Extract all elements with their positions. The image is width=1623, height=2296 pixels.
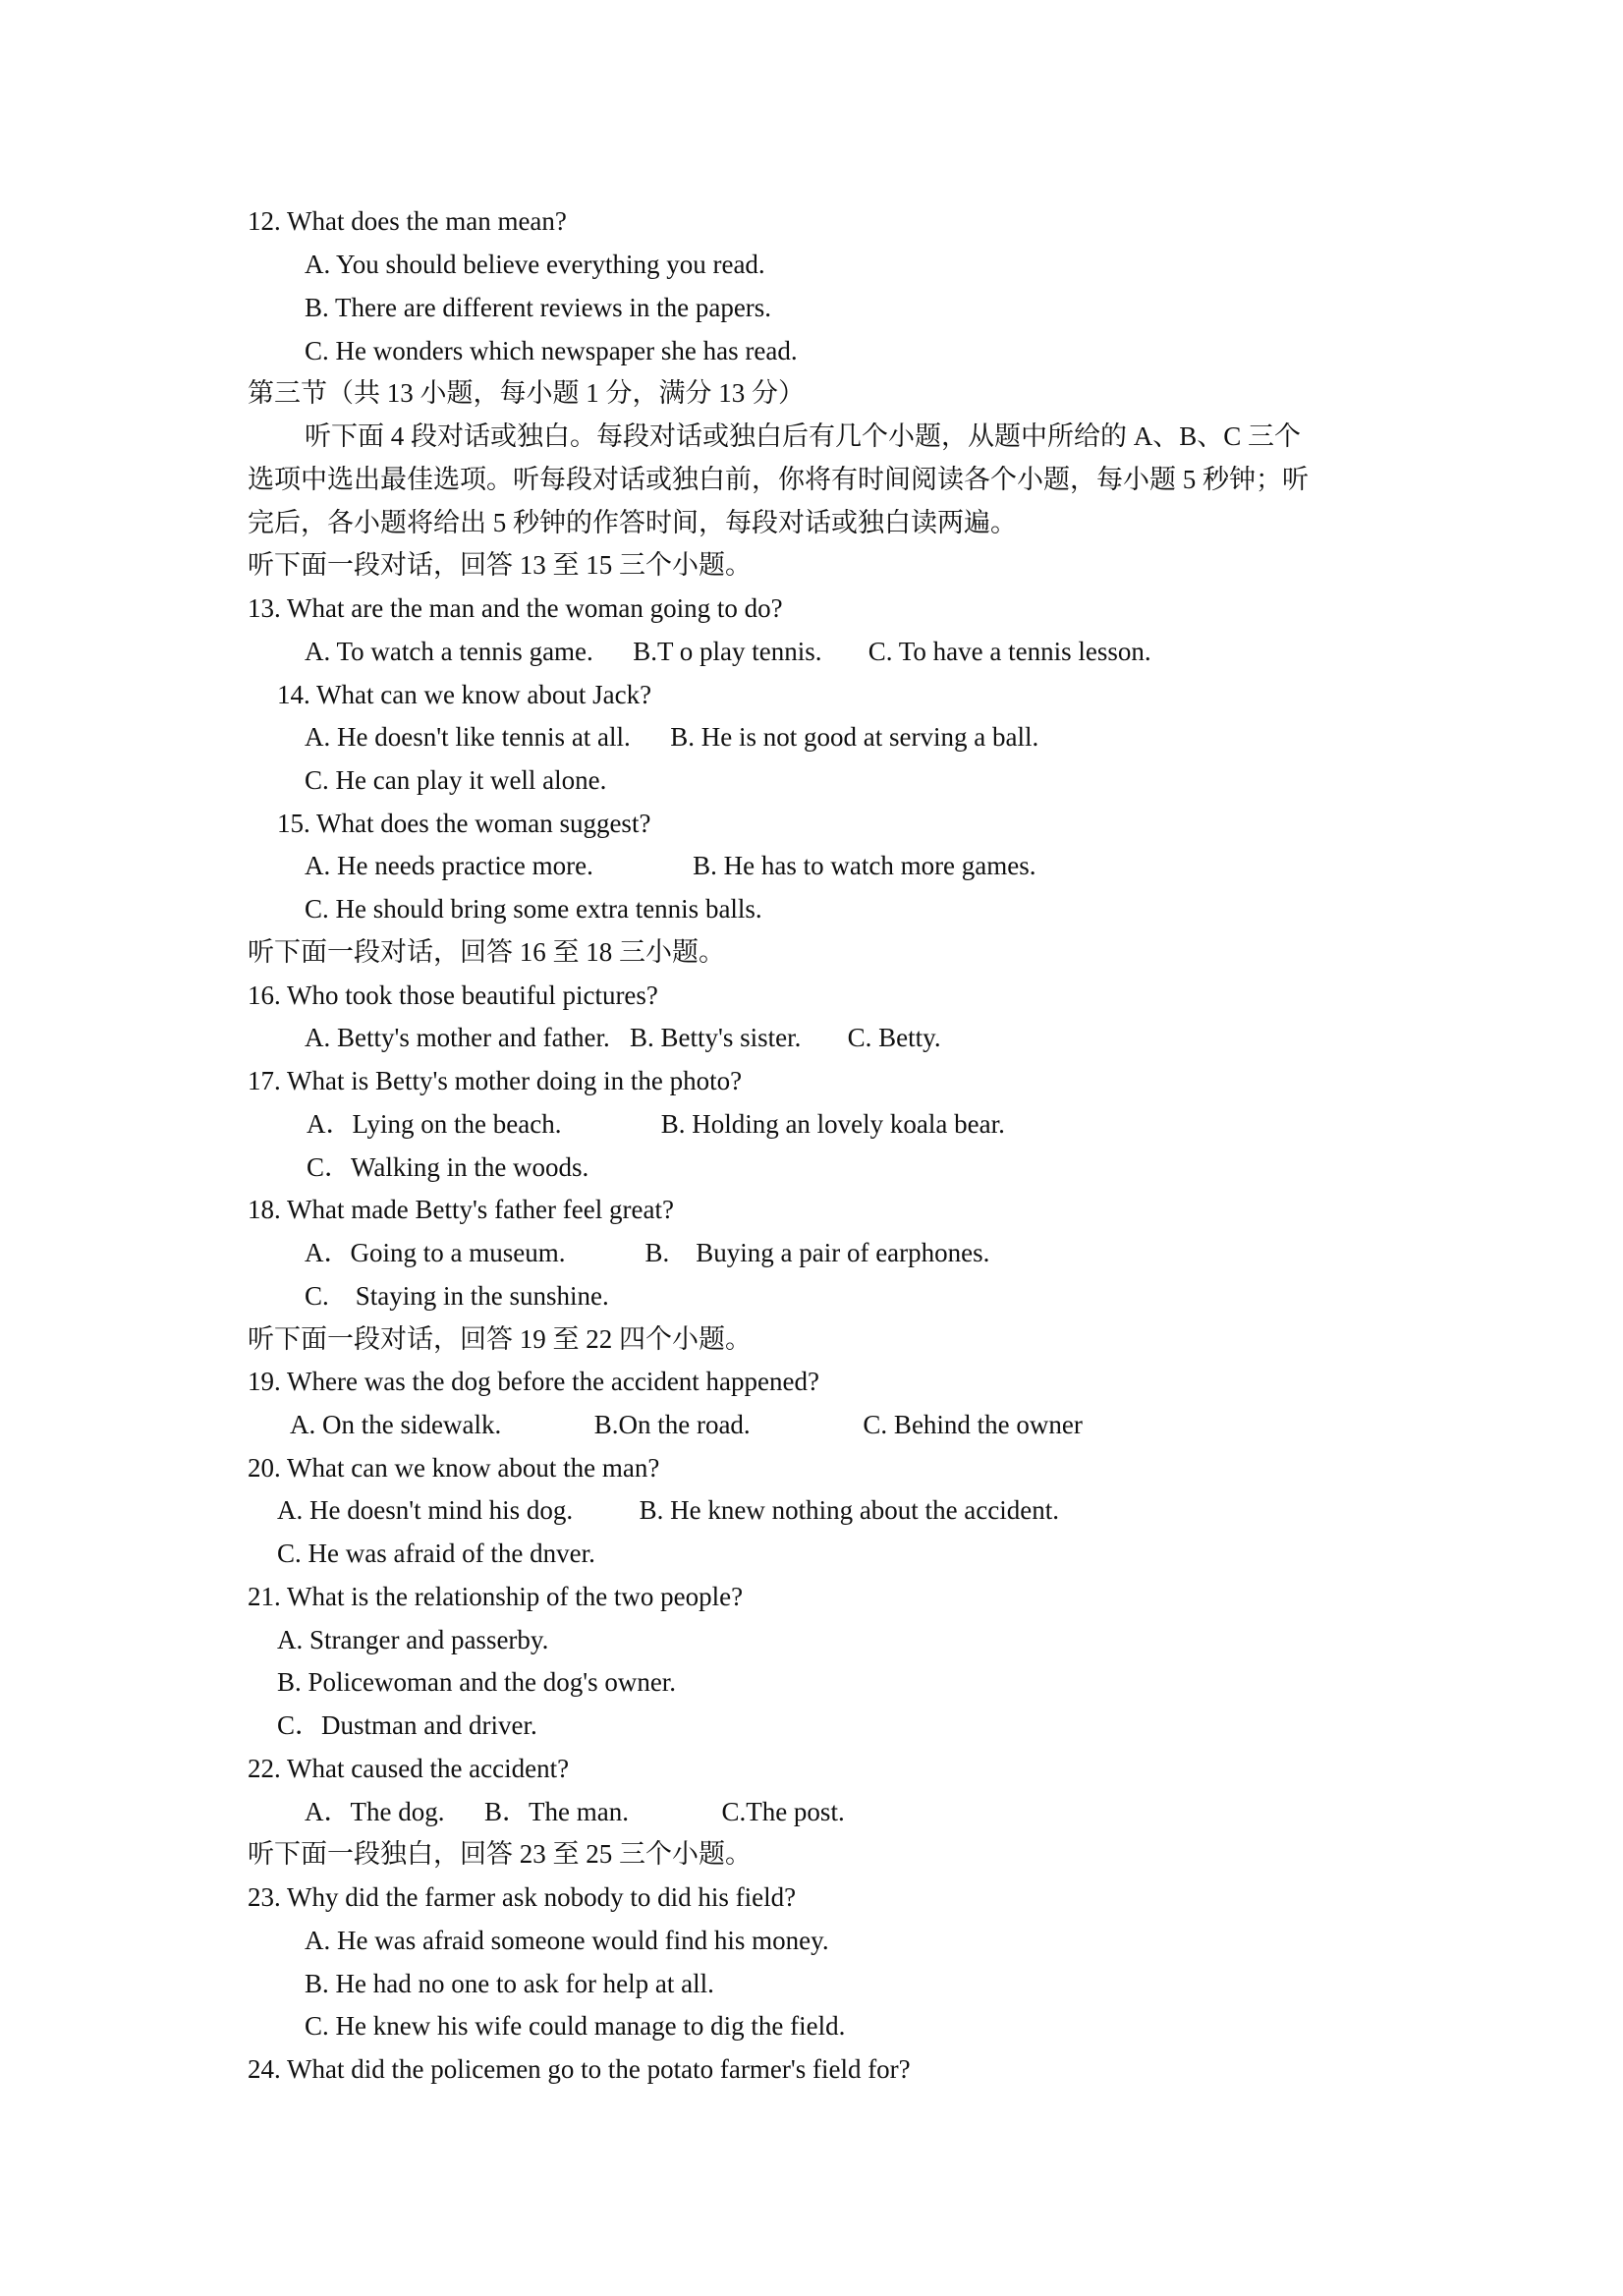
text-line: C. Staying in the sunshine. (305, 1281, 609, 1311)
text-line: 18. What made Betty's father feel great? (248, 1195, 674, 1224)
text-line: A．Lying on the beach. B. Holding an lovely koala bear. (307, 1109, 1005, 1139)
text-line: 22. What caused the accident? (248, 1754, 570, 1783)
text-line: 听下面一段对话，回答 19 至 22 四个小题。 (248, 1324, 752, 1354)
text-line: A．The dog. B．The man. C.The post. (305, 1797, 845, 1826)
text-line: 12. What does the man mean? (248, 206, 567, 236)
text-line: A. Stranger and passerby. (277, 1625, 549, 1654)
text-line: A. He doesn't like tennis at all. B. He is not good at serving a ball. (305, 722, 1039, 752)
text-line: A．Going to a museum. B. Buying a pair of earphones. (305, 1238, 990, 1267)
text-line: 19. Where was the dog before the accident happened? (248, 1367, 819, 1396)
text-line: 选项中选出最佳选项。听每段对话或独白前，你将有时间阅读各个小题，每小题 5 秒钟；听 (248, 465, 1309, 494)
text-line: C. He wonders which newspaper she has read. (305, 336, 798, 365)
text-line: A. He was afraid someone would find his money. (305, 1926, 829, 1955)
text-line: 听下面一段对话，回答 13 至 15 三个小题。 (248, 550, 752, 580)
text-line: B. There are different reviews in the papers. (305, 293, 772, 322)
text-line: 24. What did the policemen go to the potato farmer's field for? (248, 2054, 911, 2084)
text-line: 21. What is the relationship of the two people? (248, 1582, 744, 1611)
text-line: A. On the sidewalk. B.On the road. C. Behind the owner (290, 1410, 1083, 1439)
text-line: 13. What are the man and the woman going to do? (248, 593, 783, 623)
text-line: C. He can play it well alone. (305, 765, 607, 795)
text-line: A. To watch a tennis game. B.T o play tennis. C. To have a tennis lesson. (305, 637, 1151, 666)
text-line: 听下面 4 段对话或独白。每段对话或独白后有几个小题，从题中所给的 A、B、C 三个 (305, 421, 1302, 451)
text-line: C. He should bring some extra tennis balls. (305, 894, 762, 924)
text-line: 20. What can we know about the man? (248, 1453, 660, 1483)
text-line: 14. What can we know about Jack? (277, 680, 652, 709)
text-line: 完后，各小题将给出 5 秒钟的作答时间，每段对话或独白读两遍。 (248, 508, 1017, 537)
text-line: 听下面一段对话，回答 16 至 18 三小题。 (248, 937, 725, 967)
text-line: C．Walking in the woods. (307, 1152, 589, 1182)
text-line: 16. Who took those beautiful pictures? (248, 980, 658, 1010)
text-line: 23. Why did the farmer ask nobody to did his field? (248, 1882, 797, 1912)
text-line: A. You should believe everything you read. (305, 250, 765, 279)
text-line: C．Dustman and driver. (277, 1710, 537, 1740)
text-line: B. Policewoman and the dog's owner. (277, 1667, 677, 1697)
text-line: 15. What does the woman suggest? (277, 809, 651, 838)
text-line: A. He doesn't mind his dog. B. He knew nothing about the accident. (277, 1495, 1059, 1525)
text-line: C. He was afraid of the dnver. (277, 1539, 595, 1568)
text-line: 第三节（共 13 小题，每小题 1 分，满分 13 分） (248, 378, 805, 408)
text-line: C. He knew his wife could manage to dig the field. (305, 2011, 846, 2041)
text-line: 17. What is Betty's mother doing in the photo? (248, 1066, 743, 1095)
text-line: A. Betty's mother and father. B. Betty's sister. C. Betty. (305, 1023, 941, 1052)
text-line: A. He needs practice more. B. He has to watch more games. (305, 851, 1036, 880)
text-line: B. He had no one to ask for help at all. (305, 1969, 714, 1998)
text-line: 听下面一段独白，回答 23 至 25 三个小题。 (248, 1839, 752, 1869)
